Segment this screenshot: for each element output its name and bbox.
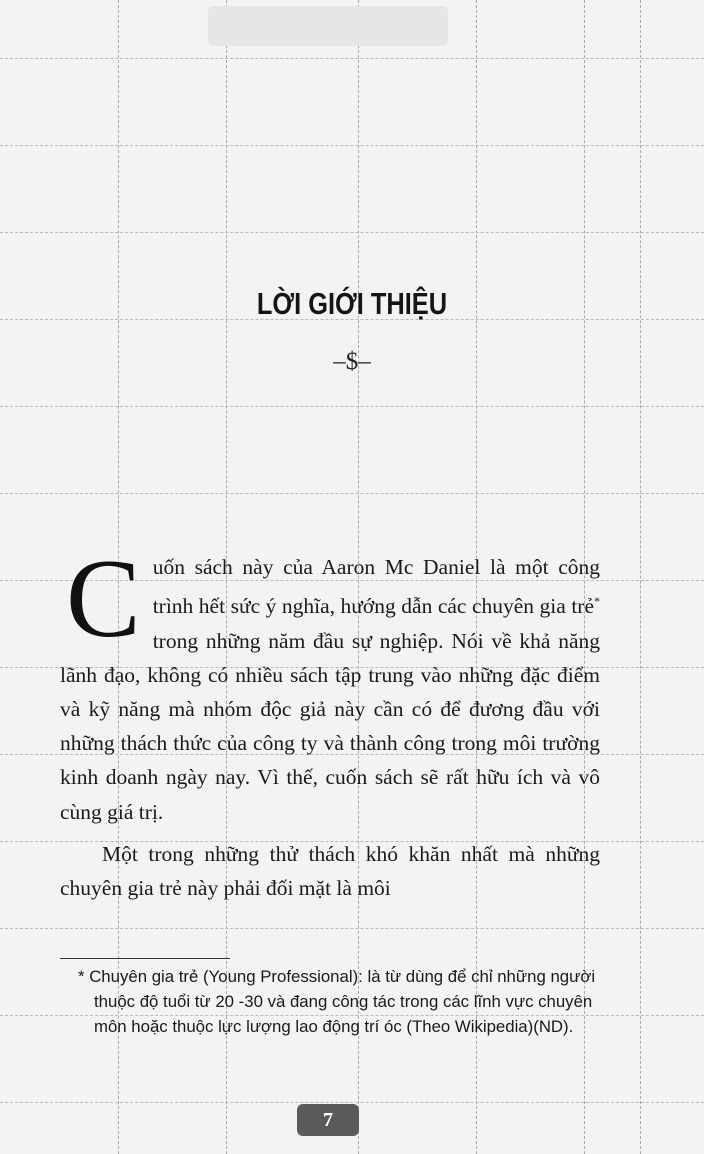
grid-line [0, 406, 704, 407]
grid-line [0, 145, 704, 146]
paragraph-1-text-b: trong những năm đầu sự nghiệp. Nói về khả năng lãnh đạo, không có nhiều sách tập trung vào những đặc điểm và kỹ năng mà nhóm độc giả này cần có để đương đầu với những thách thức của công ty và thành công trong môi trường kinh doanh ngày nay. Vì thế, cuốn sách sẽ rất hữu ích và vô cùng giá trị. [60, 628, 600, 824]
grid-line [0, 58, 704, 59]
footnote-marker: * [594, 594, 600, 609]
title-ornament: –$– [333, 348, 371, 375]
footnote: * Chuyên gia trẻ (Young Professional): là từ dùng để chỉ những người thuộc độ tuổi từ 20 -30 và đang công tác trong các lĩnh vực chuyên môn hoặc thuộc lực lượng lao động trí óc (Theo Wikipedia)(ND). [78, 967, 596, 1036]
grid-line [0, 1102, 704, 1103]
paragraph-1-text-a: uốn sách này của Aaron Mc Daniel là một công trình hết sức ý nghĩa, hướng dẫn các chuyên gia trẻ [152, 555, 600, 619]
page-title: LỜI GIỚI THIỆU [256, 286, 448, 321]
grid-line [0, 928, 704, 929]
page-number: 7 [297, 1104, 359, 1136]
body-text [60, 537, 600, 905]
grid-line [0, 493, 704, 494]
header-tab [208, 6, 448, 46]
drop-cap: C [66, 537, 141, 661]
grid-line [640, 0, 641, 1154]
grid-line [0, 232, 704, 233]
paragraph-2: Một trong những thử thách khó khăn nhất mà những chuyên gia trẻ này phải đối mặt là môi [60, 841, 600, 900]
footnote-rule [60, 958, 230, 959]
paragraph-1 [60, 537, 600, 829]
